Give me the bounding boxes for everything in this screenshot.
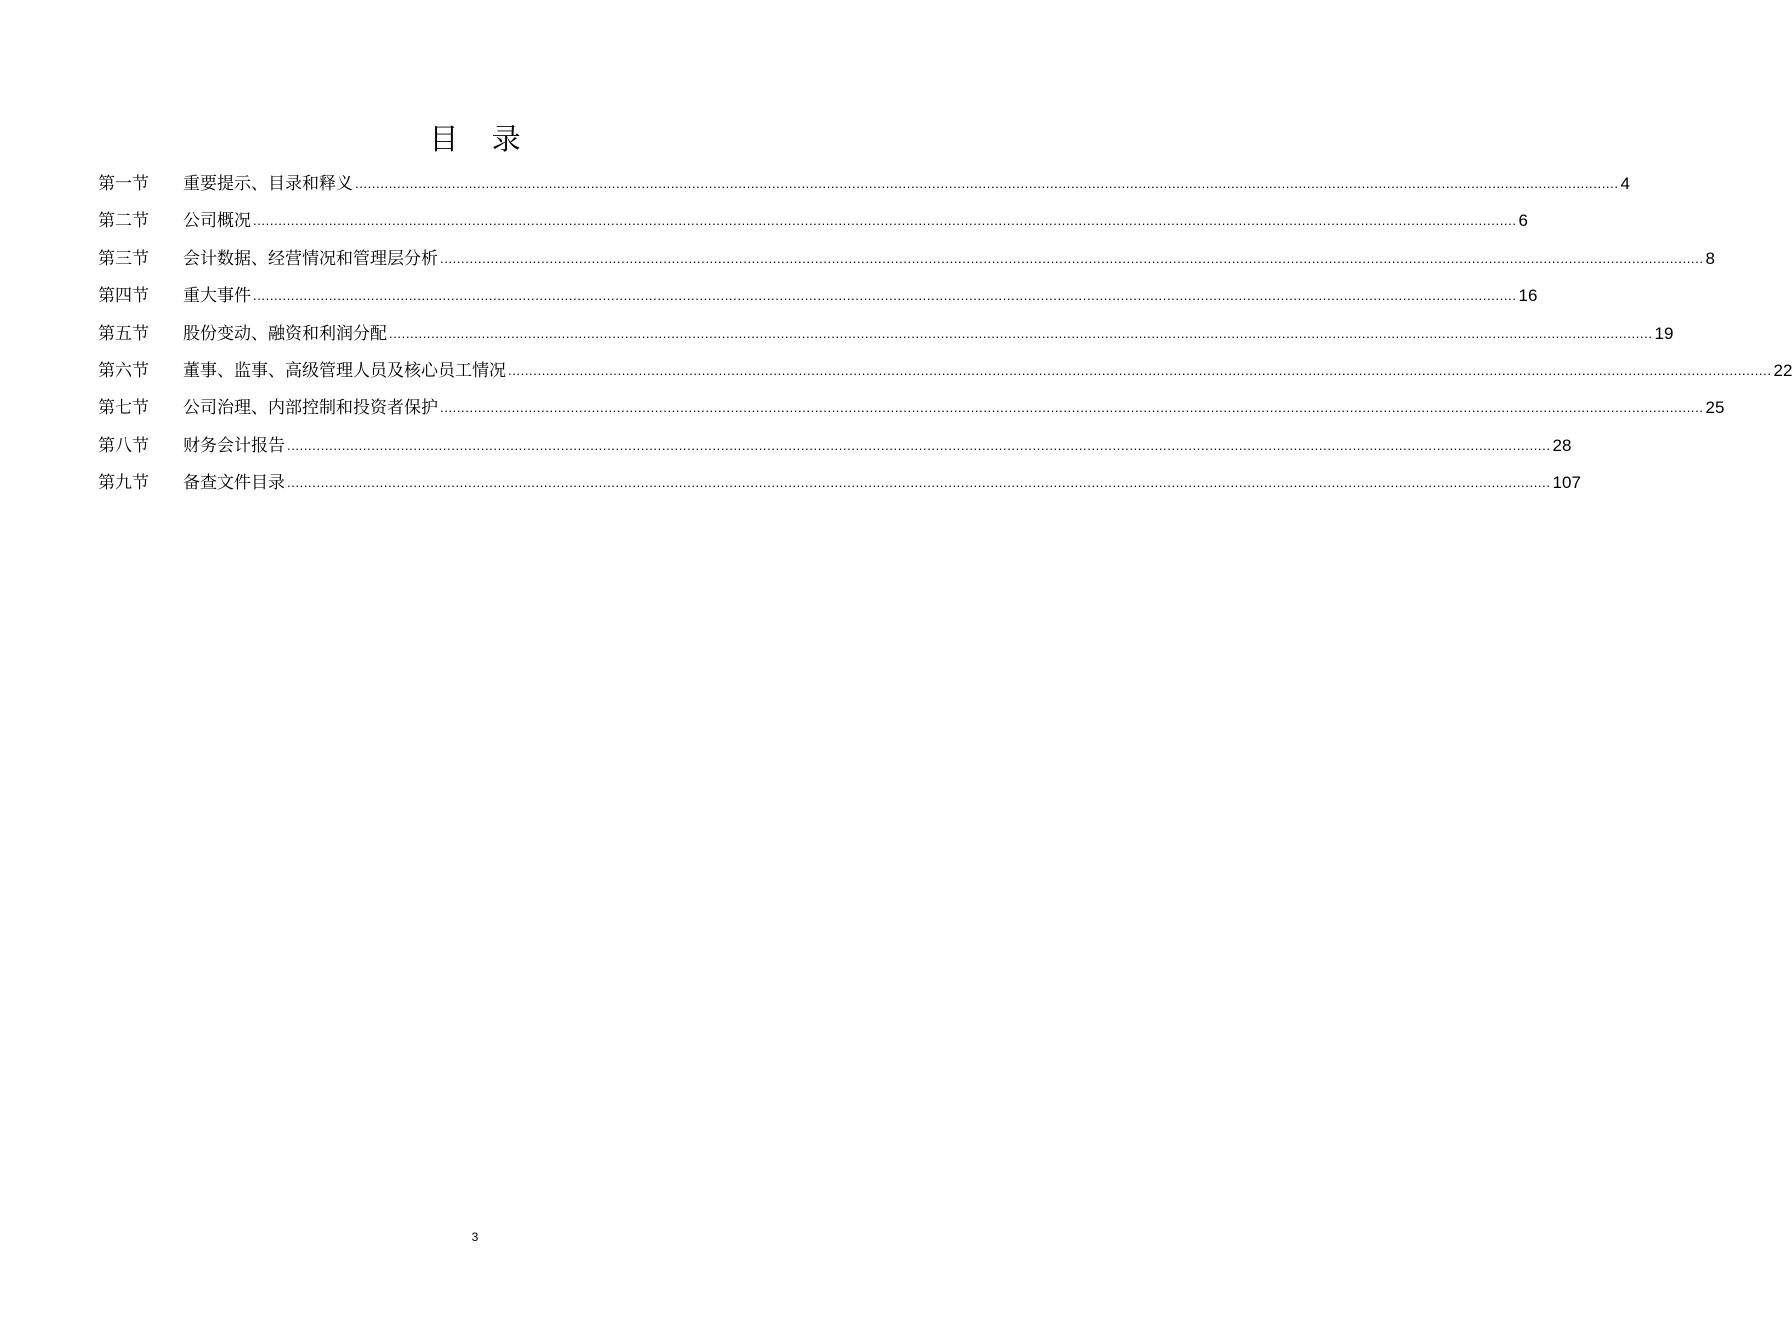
toc-entry[interactable] bbox=[98, 318, 1674, 355]
toc-page-number: 8 bbox=[1705, 248, 1716, 268]
toc-leader-dots: ............................................................................................................................................................................................................................................................................................................ bbox=[253, 213, 1517, 229]
toc-entry[interactable] bbox=[98, 355, 1792, 392]
toc-leader-dots: ............................................................................................................................................................................................................................................................................................................ bbox=[389, 325, 1653, 341]
toc-section-number: 第二节 bbox=[98, 211, 149, 232]
toc-section-title: 董事、监事、高级管理人员及核心员工情况 bbox=[183, 360, 506, 381]
toc-leader-dots: ............................................................................................................................................................................................................................................................................................................ bbox=[287, 475, 1551, 491]
toc-section-number: 第八节 bbox=[98, 435, 149, 456]
toc-section-title: 重大事件 bbox=[183, 286, 251, 307]
toc-leader-dots: ............................................................................................................................................................................................................................................................................................................ bbox=[253, 288, 1517, 304]
toc-section-number: 第三节 bbox=[98, 248, 149, 269]
footer-page-number: 3 bbox=[471, 1230, 479, 1244]
toc-section-title: 财务会计报告 bbox=[183, 435, 285, 456]
toc-section-number: 第五节 bbox=[98, 323, 149, 344]
toc-entry[interactable] bbox=[98, 392, 1725, 429]
toc-section-number: 第六节 bbox=[98, 360, 149, 381]
toc-entry[interactable] bbox=[98, 280, 1538, 317]
toc-page-number: 6 bbox=[1518, 211, 1529, 231]
toc-page-number: 25 bbox=[1705, 398, 1725, 418]
toc-section-title: 重要提示、目录和释义 bbox=[183, 174, 353, 194]
toc-leader-dots: ............................................................................................................................................................................................................................................................................................................ bbox=[287, 437, 1551, 453]
toc-page-number: 16 bbox=[1518, 286, 1538, 306]
toc-entry[interactable] bbox=[98, 243, 1716, 280]
toc-entry[interactable] bbox=[98, 168, 1631, 205]
toc-section-title: 股份变动、融资和利润分配 bbox=[183, 323, 387, 344]
toc-section-title: 公司治理、内部控制和投资者保护 bbox=[183, 398, 438, 419]
toc-leader-dots: ............................................................................................................................................................................................................................................................................................................ bbox=[508, 362, 1772, 378]
toc-section-title: 会计数据、经营情况和管理层分析 bbox=[183, 248, 438, 269]
table-of-contents bbox=[98, 168, 1792, 505]
page-title: 目 录 bbox=[429, 122, 533, 156]
toc-entry[interactable] bbox=[98, 205, 1529, 242]
toc-section-number: 第四节 bbox=[98, 286, 149, 307]
toc-section-number: 第七节 bbox=[98, 398, 149, 419]
toc-leader-dots: ............................................................................................................................................................................................................................................................................................................ bbox=[440, 400, 1704, 416]
toc-entry[interactable] bbox=[98, 467, 1581, 504]
toc-section-title: 备查文件目录 bbox=[183, 473, 285, 494]
toc-page-number: 22 bbox=[1773, 360, 1792, 380]
toc-section-title: 公司概况 bbox=[183, 211, 251, 232]
toc-page-number: 28 bbox=[1552, 435, 1572, 455]
toc-page-number: 4 bbox=[1620, 174, 1631, 193]
toc-section-number: 第一节 bbox=[98, 174, 149, 194]
toc-section-number: 第九节 bbox=[98, 473, 149, 494]
toc-leader-dots: ............................................................................................................................................................................................................................................................................................................ bbox=[440, 250, 1704, 266]
toc-page-number: 19 bbox=[1654, 323, 1674, 343]
toc-entry[interactable] bbox=[98, 430, 1572, 467]
toc-leader-dots: ............................................................................................................................................................................................................................................................................................................ bbox=[355, 176, 1619, 191]
toc-page-number: 107 bbox=[1552, 473, 1581, 493]
